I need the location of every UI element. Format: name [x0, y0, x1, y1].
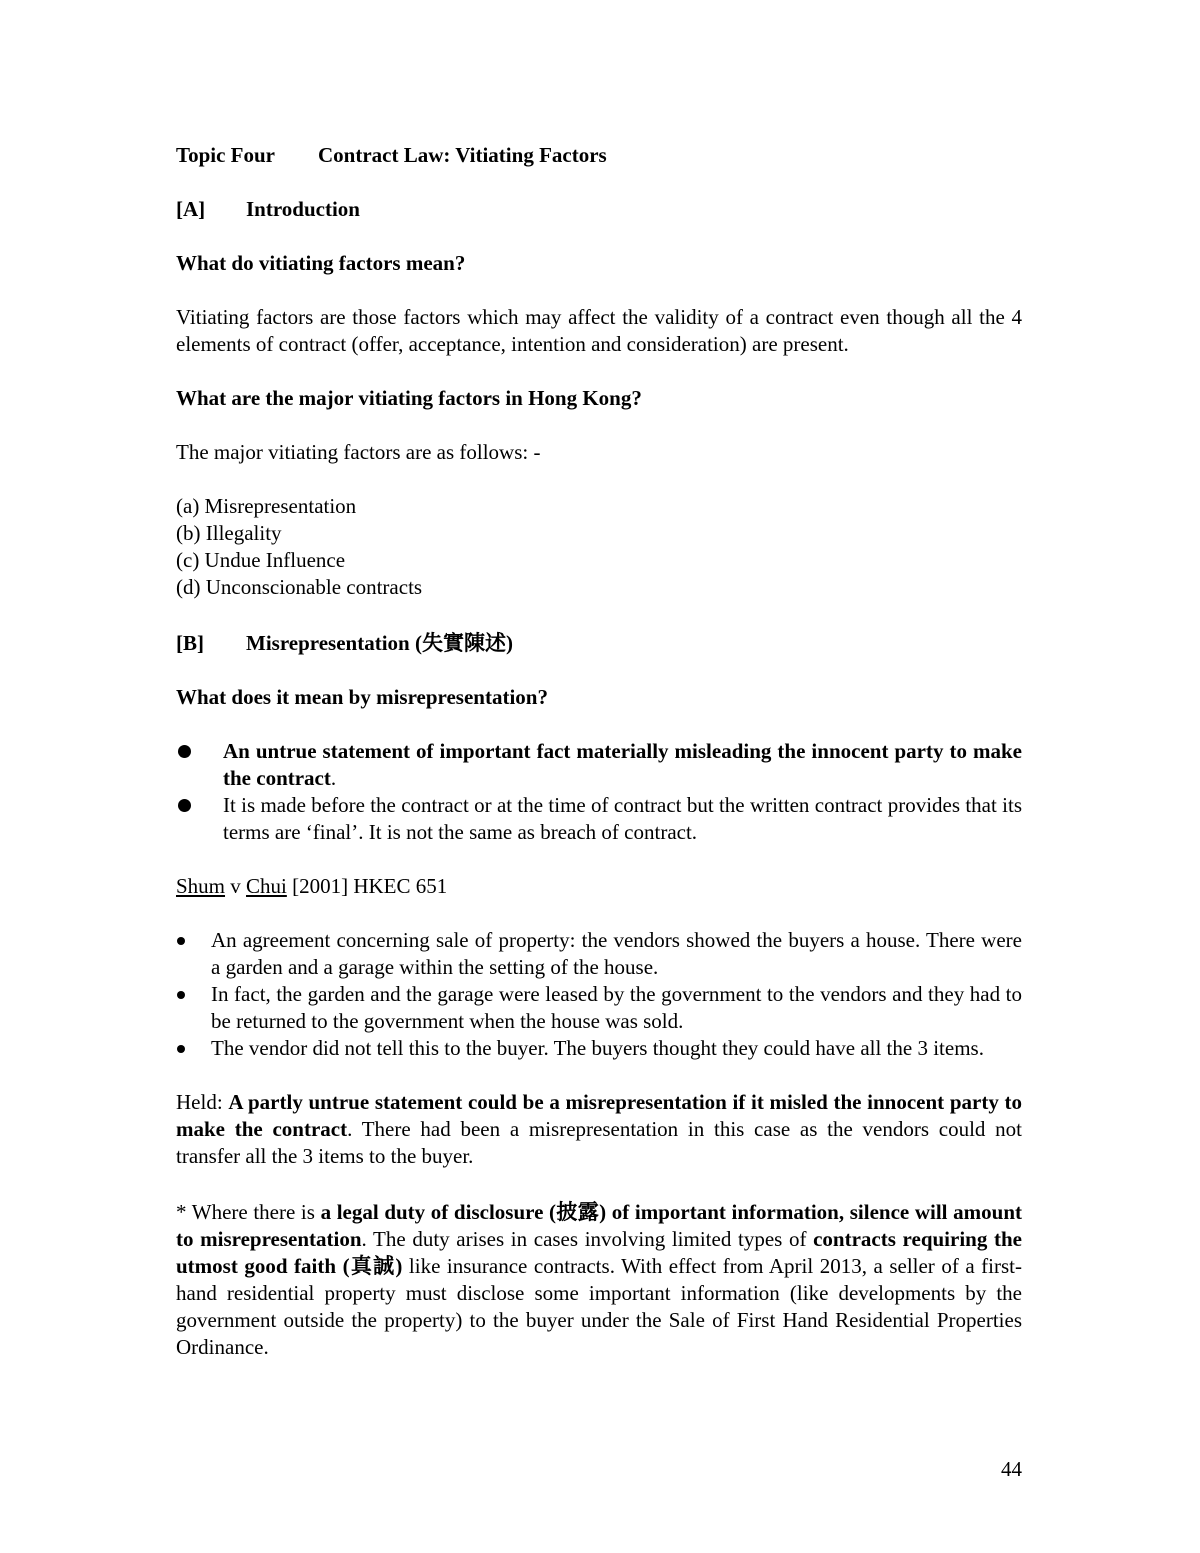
bullet-icon: [177, 991, 185, 999]
definition-text: An untrue statement of important fact materially misleading the innocent party to make the contract: [223, 739, 1022, 790]
disclosure-paragraph: [176, 1199, 1022, 1361]
topic-subject: Contract Law: Vitiating Factors: [318, 143, 607, 167]
bullet-icon: [177, 937, 185, 945]
held-label: Held:: [176, 1090, 229, 1114]
case-facts-list: [176, 927, 1022, 1062]
disclosure-text: like insurance contracts. With effect from April 2013, a seller of a first-hand residential property must disclose some important information (like developments by the government outside the property) to the buyer under the Sale of First Hand Residential Properties Ordinance.: [176, 1254, 1022, 1359]
case-v: v: [225, 874, 247, 898]
section-a-title: Introduction: [246, 197, 360, 221]
disclosure-bold: contracts requiring the utmost good faith (真誠): [176, 1227, 1022, 1278]
question-major-factors: What are the major vitiating factors in Hong Kong?: [176, 386, 642, 410]
list-item: [176, 1035, 1022, 1062]
held-bold: A partly untrue statement could be a misrepresentation if it misled the innocent party to make the contract: [176, 1090, 1022, 1141]
document-page: [176, 142, 1022, 1361]
bullet-icon: [177, 1045, 185, 1053]
section-b-marker: [B]: [176, 631, 204, 655]
factor-item: (d) Unconscionable contracts: [176, 575, 423, 599]
factor-item: (c) Undue Influence: [176, 548, 346, 572]
bullet-icon: [178, 799, 191, 812]
held-paragraph: [176, 1089, 1022, 1170]
list-item: [176, 738, 1022, 792]
factor-item: (b) Illegality: [176, 521, 282, 545]
list-item: [176, 927, 1022, 981]
disclosure-text: * Where there is: [176, 1200, 321, 1224]
topic-label: Topic Four: [176, 143, 275, 167]
question-vitiating-meaning: What do vitiating factors mean?: [176, 251, 466, 275]
factor-item: (a) Misrepresentation: [176, 494, 357, 518]
list-item: [176, 792, 1022, 846]
page-number: 44: [1001, 1457, 1022, 1481]
section-a-heading: [176, 196, 1022, 223]
answer-vitiating-meaning: Vitiating factors are those factors which may affect the validity of a contract even though all the 4 elements of contract (offer, acceptance, intention and consideration) are present.: [176, 305, 1022, 356]
timing-note: It is made before the contract or at the time of contract but the written contract provides that its terms are ‘final’. It is not the same as breach of contract.: [223, 793, 1022, 844]
case-reference: [2001] HKEC 651: [286, 874, 448, 898]
list-item: [176, 981, 1022, 1035]
case-party-2: Chui: [246, 874, 287, 898]
held-rest: . There had been a misrepresentation in this case as the vendors could not transfer all the 3 items to the buyer.: [176, 1117, 1022, 1168]
question-misrepresentation: What does it mean by misrepresentation?: [176, 685, 548, 709]
disclosure-text: . The duty arises in cases involving limited types of: [361, 1227, 814, 1251]
case-citation: [176, 873, 1022, 900]
definition-list: [176, 738, 1022, 846]
case-fact: An agreement concerning sale of property: the vendors showed the buyers a house. There were a garden and a garage within the setting of the house.: [211, 928, 1022, 979]
section-b-title: Misrepresentation (失實陳述): [246, 631, 513, 655]
section-b-heading: [176, 630, 1022, 657]
case-party-1: Shum: [176, 874, 226, 898]
factors-intro: The major vitiating factors are as follows: -: [176, 440, 541, 464]
document-title: [176, 142, 1022, 169]
case-fact: The vendor did not tell this to the buyer. The buyers thought they could have all the 3 items.: [211, 1036, 984, 1060]
section-a-marker: [A]: [176, 197, 206, 221]
definition-end: .: [330, 766, 337, 790]
bullet-icon: [178, 745, 191, 758]
case-fact: In fact, the garden and the garage were leased by the government to the vendors and they had to be returned to the government when the house was sold.: [211, 982, 1022, 1033]
factors-list: [176, 493, 1022, 601]
disclosure-bold: a legal duty of disclosure (披露) of important information, silence will amount to misrepresentation: [176, 1200, 1022, 1251]
